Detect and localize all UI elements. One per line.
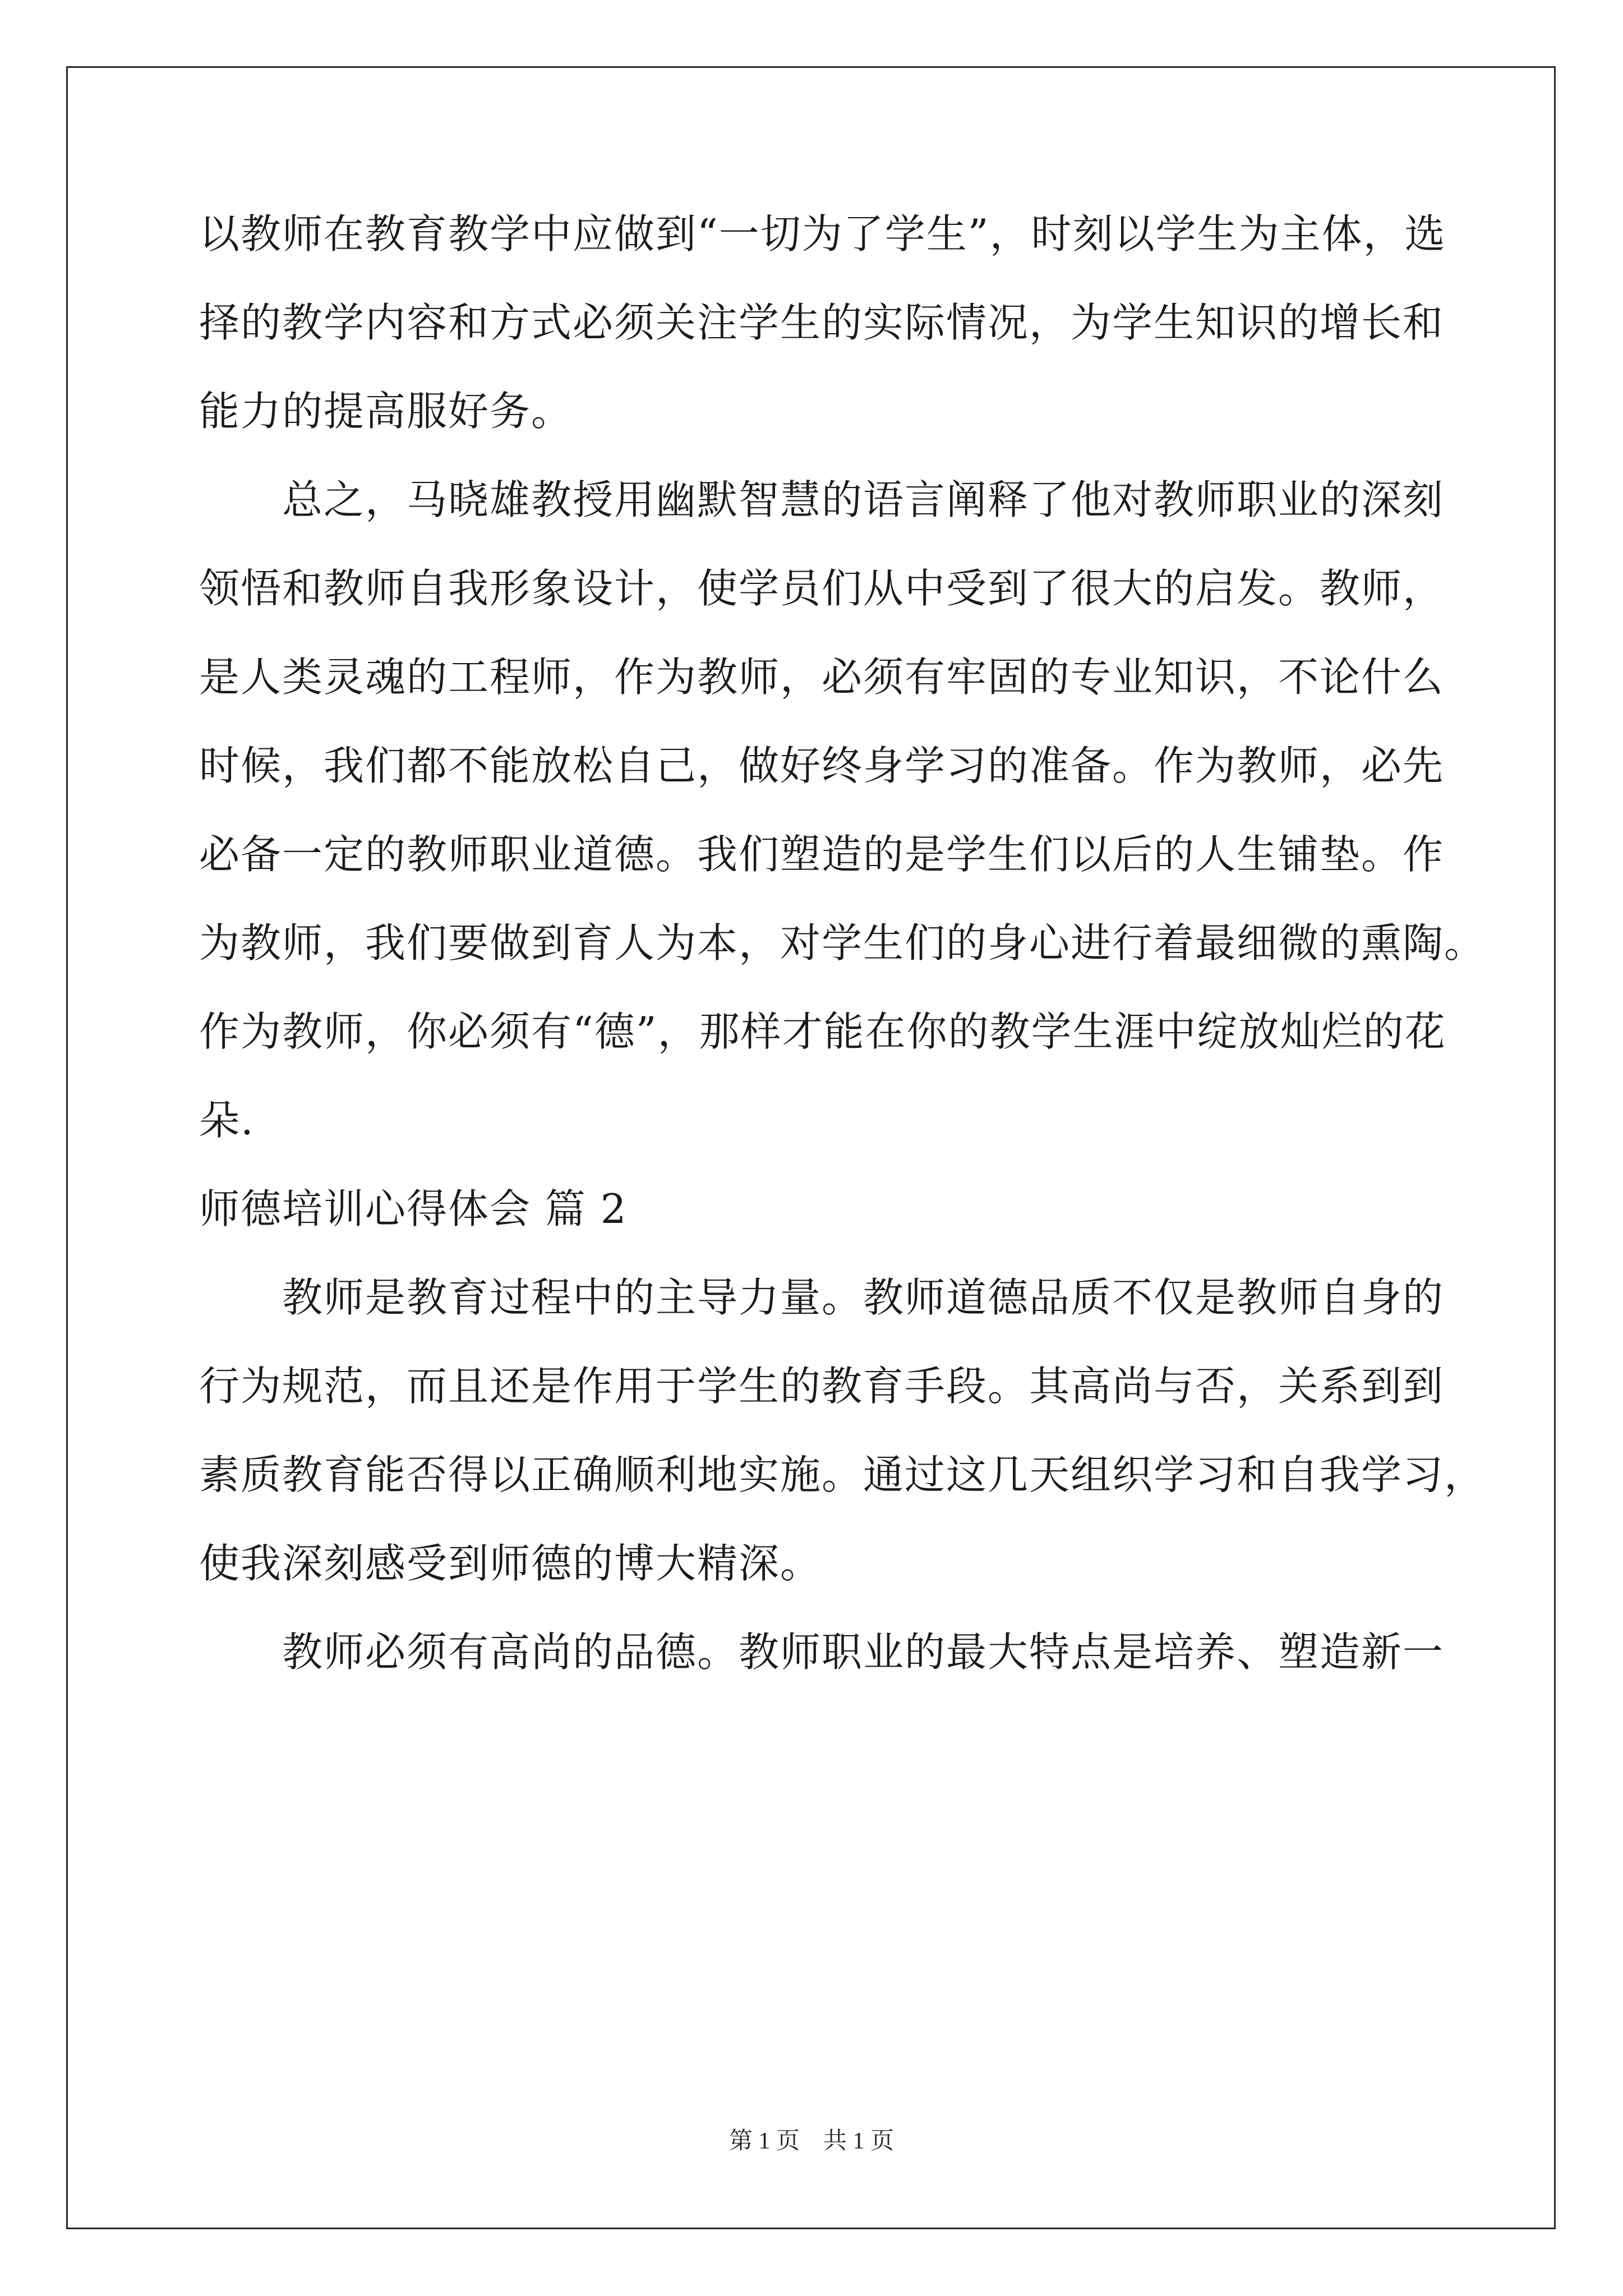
text-line: 能力的提高服好务。 bbox=[199, 388, 573, 435]
section-heading: 师德培训心得体会 篇 2 bbox=[199, 1185, 628, 1232]
text-line: 为教师，我们要做到育人为本，对学生们的身心进行着最细微的熏陶。 bbox=[199, 919, 1486, 967]
text-line: 领悟和教师自我形象设计，使学员们从中受到了很大的启发。教师， bbox=[199, 565, 1445, 612]
text-line: 择的教学内容和方式必须关注学生的实际情况，为学生知识的增长和 bbox=[199, 299, 1445, 346]
text-line: 必备一定的教师职业道德。我们塑造的是学生们以后的人生铺垫。作 bbox=[199, 831, 1445, 878]
text-line: 行为规范，而且还是作用于学生的教育手段。其高尚与否，关系到到 bbox=[199, 1363, 1445, 1410]
text-line: 总之，马晓雄教授用幽默智慧的语言阐释了他对教师职业的深刻 bbox=[199, 476, 1445, 523]
text-line: 作为教师，你必须有“德”，那样才能在你的教学生涯中绽放灿烂的花 bbox=[199, 1008, 1446, 1055]
text-line: 时候，我们都不能放松自己，做好终身学习的准备。作为教师，必先 bbox=[199, 742, 1445, 789]
text-line: 素质教育能否得以正确顺利地实施。通过这几天组织学习和自我学习， bbox=[199, 1451, 1486, 1498]
text-line: 是人类灵魂的工程师，作为教师，必须有牢固的专业知识，不论什么 bbox=[199, 654, 1445, 701]
text-line: 使我深刻感受到师德的博大精深。 bbox=[199, 1540, 822, 1587]
text-line: 朵. bbox=[199, 1097, 255, 1144]
text-line: 教师是教育过程中的主导力量。教师道德品质不仅是教师自身的 bbox=[199, 1274, 1445, 1321]
text-line: 以教师在教育教学中应做到“一切为了学生”，时刻以学生为主体，选 bbox=[199, 210, 1446, 257]
page-number-footer: 第 1 页 共 1 页 bbox=[728, 2128, 894, 2154]
text-line: 教师必须有高尚的品德。教师职业的最大特点是培养、塑造新一 bbox=[199, 1628, 1445, 1676]
